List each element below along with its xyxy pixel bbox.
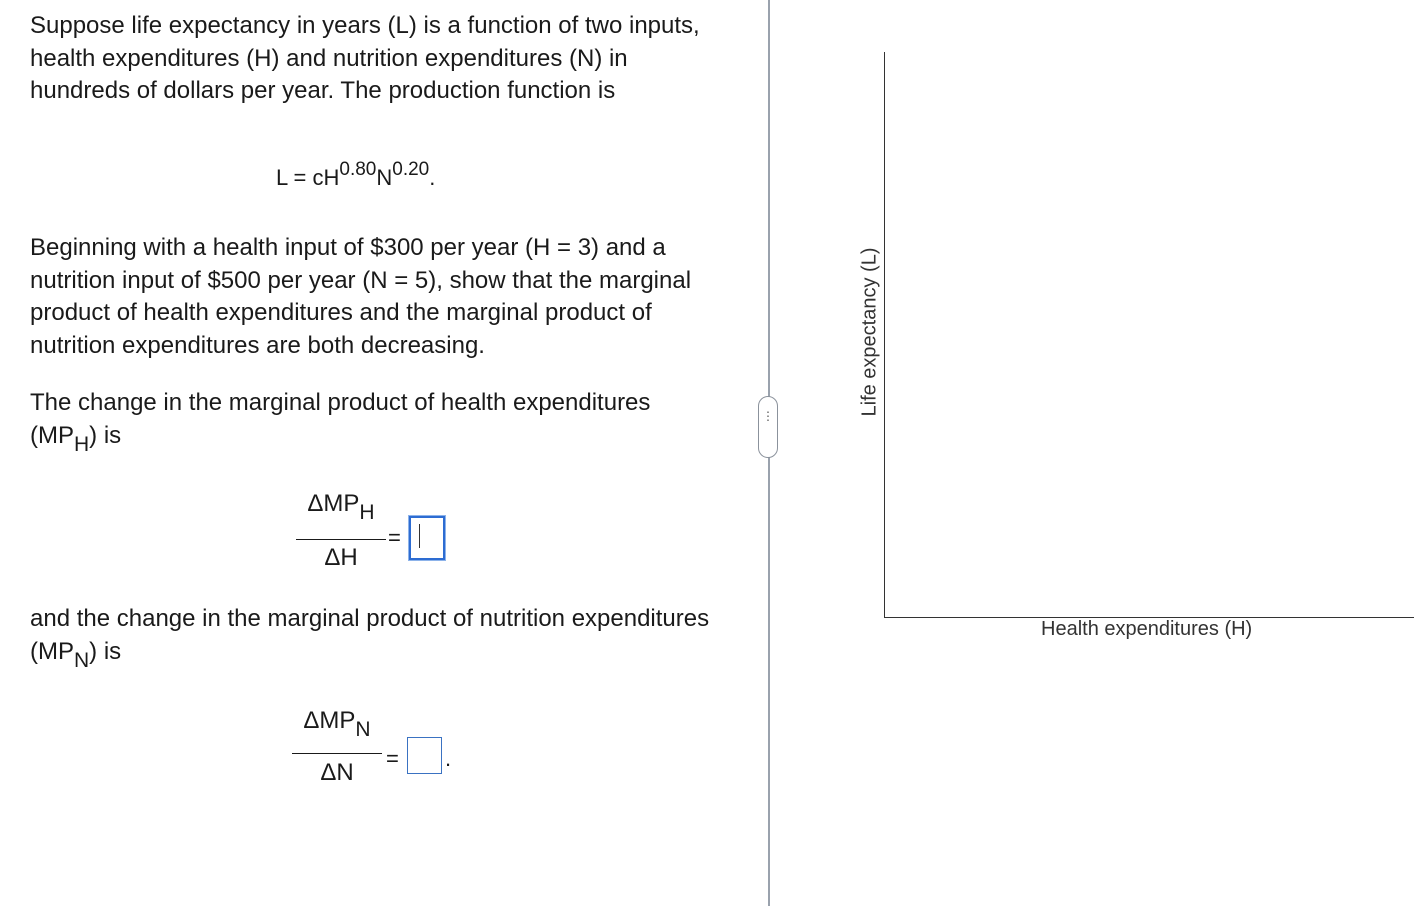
trailing-period: . <box>445 746 452 771</box>
y-axis-label: Life expectancy (L) <box>858 247 881 417</box>
production-function <box>276 158 436 191</box>
fraction-denominator: ΔH <box>324 544 358 571</box>
drag-handle-icon: ⋮ <box>762 409 774 423</box>
part1-subscript: H <box>74 432 90 456</box>
part2-text-after: ) is <box>89 637 122 665</box>
fraction-denominator: ΔN <box>320 759 354 786</box>
fraction-numerator <box>292 707 382 741</box>
x-axis-label: Health expenditures (H) <box>1041 618 1253 640</box>
numerator-main: ΔMP <box>303 707 356 734</box>
formula-end: . <box>429 165 436 190</box>
text-caret <box>419 524 420 548</box>
panel-resize-handle[interactable] <box>758 396 778 458</box>
numerator-subscript: N <box>355 718 371 741</box>
setup-text: Beginning with a health input of $300 per year (H = 3) and a nutrition input of $500 per year (N = 5), show that the marginal product of health expenditures and the marginal product of nutrition expenditures are both decreasing. <box>30 234 692 359</box>
delta-mpn-over-delta-n <box>292 707 382 787</box>
fraction-bar <box>296 539 386 540</box>
mpn-answer-input[interactable] <box>407 737 442 774</box>
numerator-main: ΔMP <box>307 490 360 517</box>
part2-subscript: N <box>74 648 90 672</box>
fraction-numerator <box>296 490 386 524</box>
mph-answer-input[interactable] <box>409 516 445 560</box>
part1-text-after: ) is <box>89 421 122 449</box>
intro-text: Suppose life expectancy in years (L) is a function of two inputs, health expenditures (H) and nutrition expenditures (N) in hundreds of dollars per year. The production function is <box>30 12 700 104</box>
fraction-bar <box>292 753 382 754</box>
equals-sign: = <box>386 746 399 771</box>
delta-mph-over-delta-h <box>296 490 386 570</box>
equals-sign: = <box>388 525 401 550</box>
graph-y-axis <box>884 52 885 618</box>
formula-lhs: L = cH <box>276 165 340 190</box>
formula-h-exponent: 0.80 <box>339 158 377 180</box>
part1-text-before: The change in the marginal product of health expenditures (MP <box>30 389 651 449</box>
part1-prompt <box>30 387 720 456</box>
part2-prompt <box>30 603 720 672</box>
formula-n-exponent: 0.20 <box>392 158 430 180</box>
formula-n-base: N <box>376 165 393 190</box>
numerator-subscript: H <box>359 501 375 524</box>
part2-text-before: and the change in the marginal product of nutrition expenditures (MP <box>30 605 710 665</box>
